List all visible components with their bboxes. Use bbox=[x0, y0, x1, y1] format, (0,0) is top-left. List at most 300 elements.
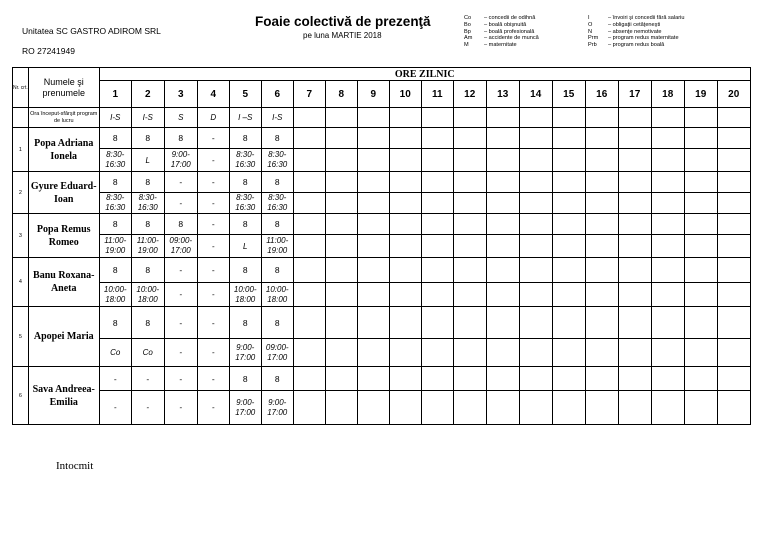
legend-code: Bp bbox=[464, 28, 471, 35]
hours-cell bbox=[325, 307, 357, 339]
hours-cell: 8 bbox=[131, 128, 164, 149]
day-header: 16 bbox=[585, 81, 618, 108]
schedule-cell bbox=[421, 108, 453, 128]
day-header: 14 bbox=[519, 81, 552, 108]
time-interval-cell bbox=[389, 339, 421, 367]
hours-cell bbox=[684, 214, 717, 235]
time-interval-cell: - bbox=[197, 235, 229, 258]
time-interval-cell bbox=[552, 283, 585, 307]
time-interval-cell bbox=[618, 193, 651, 214]
hours-cell bbox=[684, 172, 717, 193]
time-interval-cell bbox=[519, 193, 552, 214]
schedule-cell bbox=[389, 108, 421, 128]
time-interval-cell bbox=[717, 235, 750, 258]
hours-cell: - bbox=[164, 172, 197, 193]
legend-description: – program redus boală bbox=[608, 42, 665, 49]
time-interval-cell bbox=[684, 391, 717, 425]
time-interval-cell bbox=[684, 283, 717, 307]
time-interval-cell bbox=[486, 339, 519, 367]
time-interval-cell bbox=[421, 235, 453, 258]
legend-item bbox=[464, 35, 539, 42]
time-interval-cell bbox=[325, 391, 357, 425]
hours-cell bbox=[486, 128, 519, 149]
hours-cell: - bbox=[197, 307, 229, 339]
schedule-cell bbox=[684, 108, 717, 128]
hours-cell: - bbox=[197, 128, 229, 149]
hours-cell bbox=[585, 172, 618, 193]
time-interval-cell bbox=[389, 235, 421, 258]
time-interval-cell bbox=[325, 149, 357, 172]
hours-cell: 8 bbox=[131, 258, 164, 283]
time-interval-cell bbox=[585, 193, 618, 214]
footer-prepared-by: Intocmit bbox=[56, 460, 94, 472]
time-interval-cell: 9:00- 17:00 bbox=[261, 391, 293, 425]
time-interval-cell bbox=[421, 339, 453, 367]
legend-item bbox=[464, 29, 539, 36]
hours-cell bbox=[618, 128, 651, 149]
time-interval-cell: 8:30- 16:30 bbox=[99, 193, 131, 214]
hours-cell bbox=[325, 258, 357, 283]
schedule-cell bbox=[453, 108, 486, 128]
hours-cell: 8 bbox=[164, 214, 197, 235]
time-interval-cell: 8:30- 16:30 bbox=[261, 193, 293, 214]
hours-cell bbox=[453, 172, 486, 193]
hours-cell bbox=[552, 128, 585, 149]
employee-index: 3 bbox=[13, 214, 29, 258]
time-interval-cell bbox=[618, 235, 651, 258]
time-interval-cell bbox=[357, 339, 389, 367]
time-interval-cell: 11:00- 19:00 bbox=[261, 235, 293, 258]
time-interval-cell: L bbox=[229, 235, 261, 258]
hours-cell bbox=[651, 214, 684, 235]
schedule-cell: I-S bbox=[99, 108, 131, 128]
hours-cell bbox=[651, 172, 684, 193]
employee-index: 5 bbox=[13, 307, 29, 367]
schedule-cell: S bbox=[164, 108, 197, 128]
time-interval-cell: 8:30- 16:30 bbox=[131, 193, 164, 214]
hours-cell bbox=[519, 214, 552, 235]
hours-cell: - bbox=[164, 367, 197, 391]
time-interval-cell bbox=[651, 391, 684, 425]
time-interval-cell: - bbox=[164, 283, 197, 307]
day-header: 17 bbox=[618, 81, 651, 108]
day-header: 4 bbox=[197, 81, 229, 108]
day-header: 12 bbox=[453, 81, 486, 108]
schedule-cell bbox=[618, 108, 651, 128]
time-interval-cell: - bbox=[197, 193, 229, 214]
hours-cell bbox=[325, 214, 357, 235]
hours-cell bbox=[453, 214, 486, 235]
legend-code: O bbox=[588, 21, 593, 28]
time-interval-cell bbox=[618, 149, 651, 172]
hours-cell bbox=[618, 258, 651, 283]
time-interval-cell bbox=[717, 149, 750, 172]
time-interval-cell bbox=[684, 149, 717, 172]
hours-cell bbox=[651, 367, 684, 391]
hours-cell bbox=[486, 367, 519, 391]
hours-cell bbox=[357, 367, 389, 391]
hours-cell: - bbox=[164, 307, 197, 339]
hours-cell bbox=[453, 128, 486, 149]
company-ro-code: RO 27241949 bbox=[22, 46, 75, 56]
hours-cell bbox=[585, 307, 618, 339]
legend-code: Co bbox=[464, 15, 472, 21]
hours-cell bbox=[651, 307, 684, 339]
time-interval-cell: - bbox=[197, 391, 229, 425]
time-interval-cell bbox=[618, 339, 651, 367]
legend-right bbox=[588, 15, 684, 49]
legend-description: – program redus maternitate bbox=[608, 35, 679, 42]
time-interval-cell bbox=[421, 391, 453, 425]
day-header: 11 bbox=[421, 81, 453, 108]
time-interval-cell: L bbox=[131, 149, 164, 172]
hours-cell: 8 bbox=[99, 214, 131, 235]
day-header: 19 bbox=[684, 81, 717, 108]
time-interval-cell bbox=[684, 339, 717, 367]
time-interval-cell bbox=[585, 149, 618, 172]
time-interval-cell bbox=[325, 193, 357, 214]
day-header: 10 bbox=[389, 81, 421, 108]
hours-cell bbox=[684, 128, 717, 149]
day-header: 8 bbox=[325, 81, 357, 108]
name-column-header: Numele şi prenumele bbox=[28, 68, 99, 108]
schedule-cell bbox=[357, 108, 389, 128]
time-interval-cell bbox=[552, 391, 585, 425]
time-interval-cell: 9:00- 17:00 bbox=[229, 339, 261, 367]
time-interval-cell bbox=[453, 193, 486, 214]
hours-cell bbox=[357, 214, 389, 235]
hours-cell bbox=[325, 367, 357, 391]
hours-cell: - bbox=[197, 258, 229, 283]
hours-cell bbox=[717, 258, 750, 283]
legend-item bbox=[464, 42, 539, 49]
time-interval-cell bbox=[519, 339, 552, 367]
time-interval-cell: - bbox=[131, 391, 164, 425]
legend-item bbox=[588, 15, 684, 22]
time-interval-cell bbox=[325, 235, 357, 258]
hours-cell bbox=[389, 172, 421, 193]
time-interval-cell bbox=[684, 235, 717, 258]
time-interval-cell: - bbox=[164, 193, 197, 214]
legend-item bbox=[588, 35, 684, 42]
legend-code: Am bbox=[464, 35, 473, 42]
hours-cell bbox=[552, 172, 585, 193]
hours-cell bbox=[717, 307, 750, 339]
hours-cell: 8 bbox=[99, 307, 131, 339]
hours-cell bbox=[651, 258, 684, 283]
hours-cell: 8 bbox=[229, 214, 261, 235]
time-interval-cell: - bbox=[99, 391, 131, 425]
hours-cell bbox=[325, 128, 357, 149]
ore-zilnic-header: ORE ZILNIC bbox=[99, 68, 750, 81]
time-interval-cell: 11:00- 19:00 bbox=[131, 235, 164, 258]
time-interval-cell bbox=[357, 283, 389, 307]
hours-cell: - bbox=[99, 367, 131, 391]
time-interval-cell bbox=[585, 391, 618, 425]
time-interval-cell bbox=[618, 283, 651, 307]
hours-cell: 8 bbox=[229, 258, 261, 283]
legend-description: – maternitate bbox=[484, 42, 517, 49]
time-interval-cell bbox=[519, 283, 552, 307]
hours-cell bbox=[453, 307, 486, 339]
hours-cell bbox=[717, 367, 750, 391]
employee-name: Popa Remus Romeo bbox=[28, 214, 99, 258]
time-interval-cell bbox=[519, 391, 552, 425]
schedule-cell: D bbox=[197, 108, 229, 128]
hours-cell: - bbox=[131, 367, 164, 391]
time-interval-cell bbox=[293, 339, 325, 367]
hours-cell bbox=[486, 172, 519, 193]
hours-cell bbox=[325, 172, 357, 193]
time-interval-cell: 10:00- 18:00 bbox=[99, 283, 131, 307]
time-interval-cell bbox=[552, 235, 585, 258]
schedule-cell: I –S bbox=[229, 108, 261, 128]
employee-index: 6 bbox=[13, 367, 29, 425]
hours-cell bbox=[293, 128, 325, 149]
legend-description: – concedii de odihnă bbox=[484, 15, 536, 21]
time-interval-cell bbox=[421, 193, 453, 214]
legend-description: – accidente de muncă bbox=[484, 35, 539, 42]
hours-cell bbox=[618, 172, 651, 193]
time-interval-cell: 10:00- 18:00 bbox=[131, 283, 164, 307]
company-name: Unitatea SC GASTRO ADIROM SRL bbox=[22, 26, 161, 36]
legend-item bbox=[588, 42, 684, 49]
hours-cell bbox=[453, 367, 486, 391]
hours-cell bbox=[618, 307, 651, 339]
day-header: 1 bbox=[99, 81, 131, 108]
legend-description: – absenţe nemotivate bbox=[608, 28, 662, 35]
time-interval-cell bbox=[293, 149, 325, 172]
hours-cell bbox=[552, 258, 585, 283]
employee-name: Sava Andreea- Emilia bbox=[28, 367, 99, 425]
day-header: 3 bbox=[164, 81, 197, 108]
employee-name: Gyure Eduard- Ioan bbox=[28, 172, 99, 214]
hours-cell: 8 bbox=[99, 172, 131, 193]
hours-cell bbox=[519, 172, 552, 193]
legend-description: – boală obişnuită bbox=[484, 21, 527, 28]
time-interval-cell bbox=[357, 391, 389, 425]
hours-cell bbox=[684, 258, 717, 283]
attendance-table bbox=[12, 67, 751, 425]
hours-cell bbox=[357, 307, 389, 339]
day-header: 15 bbox=[552, 81, 585, 108]
time-interval-cell bbox=[453, 339, 486, 367]
legend-code: N bbox=[588, 28, 593, 35]
hours-cell bbox=[519, 367, 552, 391]
hours-cell bbox=[552, 367, 585, 391]
day-header: 6 bbox=[261, 81, 293, 108]
time-interval-cell bbox=[293, 391, 325, 425]
time-interval-cell bbox=[453, 391, 486, 425]
hours-cell bbox=[421, 258, 453, 283]
time-interval-cell bbox=[453, 283, 486, 307]
hours-cell bbox=[519, 307, 552, 339]
time-interval-cell bbox=[453, 149, 486, 172]
time-interval-cell bbox=[717, 193, 750, 214]
hours-cell: 8 bbox=[164, 128, 197, 149]
time-interval-cell bbox=[717, 339, 750, 367]
employee-name: Apopei Maria bbox=[28, 307, 99, 367]
legend-code: M bbox=[464, 42, 469, 49]
hours-cell: - bbox=[164, 258, 197, 283]
hours-cell: - bbox=[197, 367, 229, 391]
page-subtitle: pe luna MARTIE 2018 bbox=[303, 31, 382, 40]
hours-cell bbox=[618, 214, 651, 235]
day-header: 18 bbox=[651, 81, 684, 108]
time-interval-cell bbox=[651, 149, 684, 172]
hours-cell bbox=[684, 367, 717, 391]
hours-cell bbox=[585, 128, 618, 149]
hours-cell bbox=[421, 172, 453, 193]
time-interval-cell: 09:00- 17:00 bbox=[164, 235, 197, 258]
schedule-cell bbox=[486, 108, 519, 128]
schedule-cell bbox=[325, 108, 357, 128]
empty-cell bbox=[13, 108, 29, 128]
time-interval-cell bbox=[389, 149, 421, 172]
time-interval-cell bbox=[421, 283, 453, 307]
time-interval-cell: 8:30- 16:30 bbox=[229, 193, 261, 214]
time-interval-cell: - bbox=[164, 339, 197, 367]
hours-cell bbox=[585, 367, 618, 391]
time-interval-cell: - bbox=[164, 391, 197, 425]
hours-cell bbox=[453, 258, 486, 283]
time-interval-cell: 8:30- 16:30 bbox=[261, 149, 293, 172]
hours-cell bbox=[421, 214, 453, 235]
time-interval-cell bbox=[293, 235, 325, 258]
schedule-cell: I-S bbox=[131, 108, 164, 128]
time-interval-cell: - bbox=[197, 283, 229, 307]
hours-cell: - bbox=[197, 214, 229, 235]
time-interval-cell bbox=[717, 283, 750, 307]
hours-cell bbox=[585, 214, 618, 235]
legend-item bbox=[464, 22, 539, 29]
time-interval-cell: 11:00- 19:00 bbox=[99, 235, 131, 258]
hours-cell bbox=[293, 214, 325, 235]
legend-description: – obligaţii cetăţeneşti bbox=[608, 21, 661, 28]
schedule-cell: I-S bbox=[261, 108, 293, 128]
legend-code: Prm bbox=[588, 35, 599, 42]
hours-cell: 8 bbox=[261, 172, 293, 193]
legend-left bbox=[464, 15, 539, 49]
time-interval-cell bbox=[389, 193, 421, 214]
hours-cell bbox=[293, 172, 325, 193]
time-interval-cell bbox=[519, 149, 552, 172]
time-interval-cell: 8:30- 16:30 bbox=[99, 149, 131, 172]
legend-item bbox=[464, 15, 539, 22]
time-interval-cell bbox=[357, 235, 389, 258]
hours-cell bbox=[585, 258, 618, 283]
hours-cell: 8 bbox=[131, 214, 164, 235]
time-interval-cell bbox=[486, 149, 519, 172]
day-header: 9 bbox=[357, 81, 389, 108]
time-interval-cell bbox=[389, 283, 421, 307]
time-interval-cell: 8:30- 16:30 bbox=[229, 149, 261, 172]
hours-cell bbox=[684, 307, 717, 339]
time-interval-cell bbox=[684, 193, 717, 214]
hours-cell: 8 bbox=[131, 307, 164, 339]
time-interval-cell: - bbox=[197, 149, 229, 172]
day-header: 20 bbox=[717, 81, 750, 108]
hours-cell: 8 bbox=[229, 367, 261, 391]
employee-index: 2 bbox=[13, 172, 29, 214]
hours-cell bbox=[486, 307, 519, 339]
time-interval-cell bbox=[486, 235, 519, 258]
hours-cell bbox=[421, 367, 453, 391]
legend-item bbox=[588, 22, 684, 29]
employee-index: 1 bbox=[13, 128, 29, 172]
time-interval-cell bbox=[618, 391, 651, 425]
hours-cell bbox=[389, 214, 421, 235]
hours-cell: 8 bbox=[229, 307, 261, 339]
hours-cell bbox=[519, 128, 552, 149]
hours-cell bbox=[293, 258, 325, 283]
hours-cell bbox=[717, 128, 750, 149]
hours-cell bbox=[389, 307, 421, 339]
hours-cell: 8 bbox=[261, 214, 293, 235]
hours-cell bbox=[717, 172, 750, 193]
legend-code: Bo bbox=[464, 21, 471, 28]
hours-cell: 8 bbox=[261, 128, 293, 149]
hours-cell: 8 bbox=[229, 128, 261, 149]
time-interval-cell: 9:00- 17:00 bbox=[164, 149, 197, 172]
page-title: Foaie colectivă de prezenţă bbox=[255, 14, 431, 29]
time-interval-cell bbox=[421, 149, 453, 172]
schedule-cell bbox=[293, 108, 325, 128]
time-interval-cell bbox=[552, 149, 585, 172]
time-interval-cell bbox=[293, 283, 325, 307]
time-interval-cell bbox=[486, 391, 519, 425]
hours-cell: 8 bbox=[261, 367, 293, 391]
time-interval-cell bbox=[357, 193, 389, 214]
hours-cell bbox=[421, 307, 453, 339]
hours-cell: 8 bbox=[229, 172, 261, 193]
time-interval-cell bbox=[651, 339, 684, 367]
hours-cell bbox=[389, 258, 421, 283]
schedule-cell bbox=[717, 108, 750, 128]
time-interval-cell: 10:00- 18:00 bbox=[261, 283, 293, 307]
day-header: 5 bbox=[229, 81, 261, 108]
hours-cell bbox=[389, 367, 421, 391]
hours-cell: 8 bbox=[261, 258, 293, 283]
hours-cell bbox=[293, 307, 325, 339]
time-interval-cell bbox=[486, 283, 519, 307]
time-interval-cell: - bbox=[197, 339, 229, 367]
hours-cell bbox=[486, 258, 519, 283]
hours-cell: 8 bbox=[261, 307, 293, 339]
hours-cell bbox=[552, 214, 585, 235]
time-interval-cell: Co bbox=[99, 339, 131, 367]
time-interval-cell bbox=[552, 193, 585, 214]
hours-cell bbox=[486, 214, 519, 235]
time-interval-cell bbox=[325, 339, 357, 367]
time-interval-cell bbox=[585, 339, 618, 367]
time-interval-cell bbox=[651, 235, 684, 258]
schedule-cell bbox=[651, 108, 684, 128]
time-interval-cell: 09:00- 17:00 bbox=[261, 339, 293, 367]
legend-description: – boală profesională bbox=[484, 28, 535, 35]
time-interval-cell bbox=[585, 235, 618, 258]
hours-cell: - bbox=[197, 172, 229, 193]
hours-cell bbox=[389, 128, 421, 149]
day-header: 2 bbox=[131, 81, 164, 108]
time-interval-cell bbox=[651, 283, 684, 307]
time-interval-cell bbox=[293, 193, 325, 214]
time-interval-cell: Co bbox=[131, 339, 164, 367]
hours-cell bbox=[519, 258, 552, 283]
hours-cell bbox=[552, 307, 585, 339]
hours-cell bbox=[357, 172, 389, 193]
time-interval-cell bbox=[552, 339, 585, 367]
